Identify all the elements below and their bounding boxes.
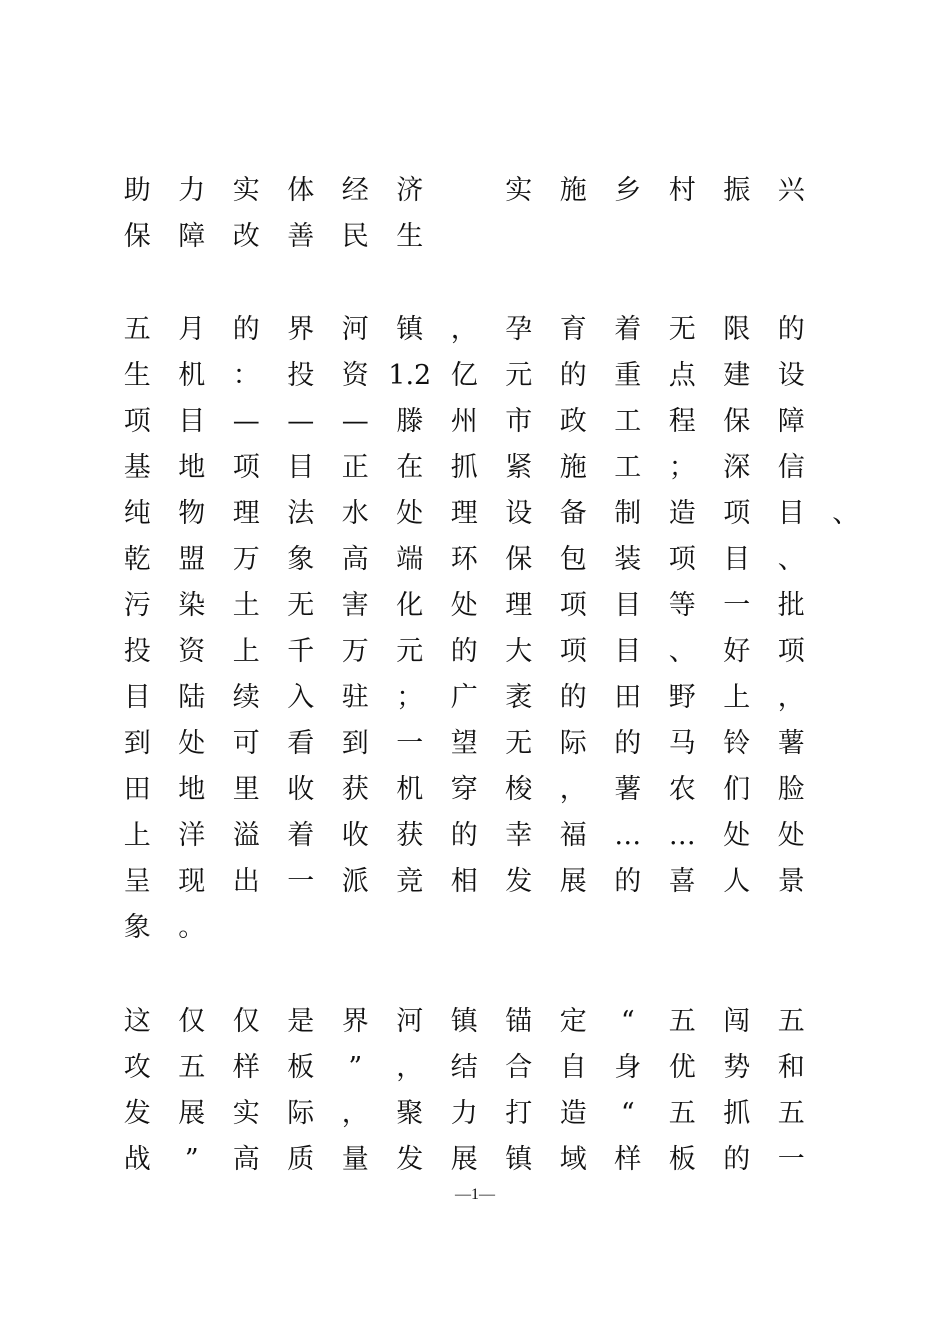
text-line: 战 ” 高 质 量 发 展 镇 域 样 板 的 一 <box>123 1144 805 1175</box>
text-line: 到 处 可 看 到 一 望 无 际 的 马 铃 薯 <box>123 728 805 759</box>
text-line: 目 陆 续 入 驻 ； 广 袤 的 田 野 上 ， <box>123 682 805 713</box>
page-number: —1— <box>455 1186 495 1203</box>
text-line: 污 染 土 无 害 化 处 理 项 目 等 一 批 <box>123 590 805 621</box>
title-line: 助 力 实 体 经 济 实 施 乡 村 振 兴 <box>123 175 805 206</box>
text-line: 田 地 里 收 获 机 穿 梭 ， 薯 农 们 脸 <box>123 774 805 805</box>
text-line: 投 资 上 千 万 元 的 大 项 目 、 好 项 <box>123 636 805 667</box>
title-line: 保 障 改 善 民 生 <box>123 221 424 252</box>
text-line: 五 月 的 界 河 镇 ， 孕 育 着 无 限 的 <box>123 314 805 345</box>
text-line: 呈 现 出 一 派 竞 相 发 展 的 喜 人 景 <box>123 866 805 897</box>
text-line: 攻 五 样 板 ” ， 结 合 自 身 优 势 和 <box>123 1052 805 1083</box>
text-line: 象 。 <box>123 912 206 943</box>
text-line: 生 机 ： 投 资 1.2 亿 元 的 重 点 建 设 <box>123 360 805 391</box>
text-line: 这 仅 仅 是 界 河 镇 锚 定 “ 五 闯 五 <box>123 1006 805 1037</box>
text-line: 纯 物 理 法 水 处 理 设 备 制 造 项 目 、 <box>123 498 860 529</box>
text-line: 发 展 实 际 ， 聚 力 打 造 “ 五 抓 五 <box>123 1098 805 1129</box>
text-line: 项 目 — — — 滕 州 市 政 工 程 保 障 <box>123 406 805 437</box>
text-line: 上 洋 溢 着 收 获 的 幸 福 … … 处 处 <box>123 820 805 851</box>
text-line: 乾 盟 万 象 高 端 环 保 包 装 项 目 、 <box>123 544 805 575</box>
text-line: 基 地 项 目 正 在 抓 紧 施 工 ； 深 信 <box>123 452 805 483</box>
